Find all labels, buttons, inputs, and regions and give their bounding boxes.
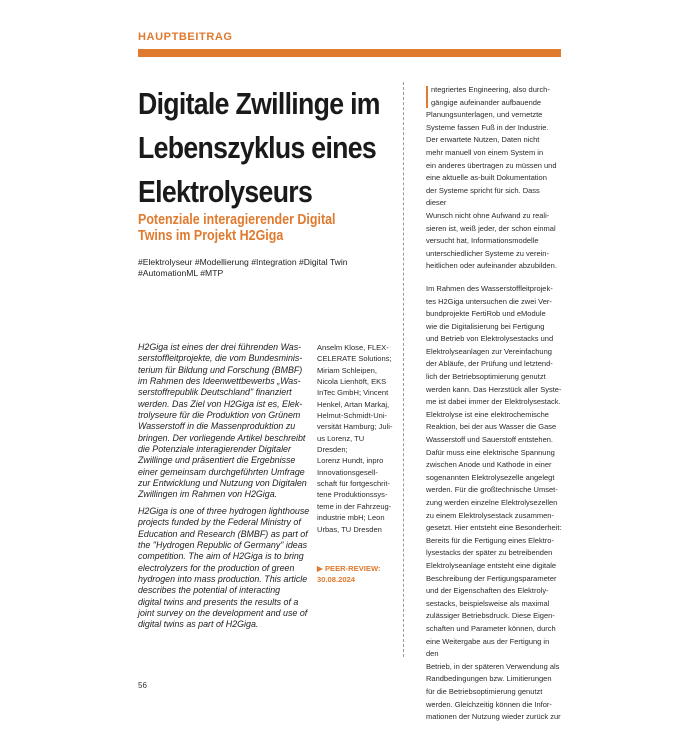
body-line: sestacks, beispielsweise als maximal [426,598,550,608]
body-line: werden kann. Das Herzstück aller Syste- [426,384,562,394]
column-divider [403,82,404,657]
author-line: InTec GmbH; Vincent [317,388,389,398]
article-subtitle [138,212,336,244]
abstract-line: bringen. Der vorliegende Artikel beschreibt [138,432,306,443]
abstract-line: Zwillinge und präsentiert die Ergebnisse [138,455,296,466]
body-line: zulässiger Betriebsdruck. Diese Eigen- [426,611,555,621]
author-line: us Lorenz, TU Dresden; [317,433,365,455]
author-line: schaft für fortgeschrit- [317,479,390,489]
peer-review-date: 30.08.2024 [317,575,356,584]
abstract-line: Education and Research (BMBF) as part of [138,528,308,539]
body-line: und der Eigenschaften des Elektroly- [426,586,549,596]
body-line: Beschreibung der Fertigungsparameter [426,573,557,583]
body-line: der Abläufe, der Prüfung und letztend- [426,359,553,369]
author-line: teme in der Fahrzeug- [317,501,392,511]
abstract-line: serstoffleitprojekte, die vom Bundesminis- [138,353,303,364]
body-line: eine aktuelle as-built Dokumentation [426,173,547,183]
abstract-line: trolyseure für die Produktion von Grünem [138,410,301,421]
abstract-line: werden. Das Ziel von H2Giga ist es, Elek- [138,398,303,409]
abstract-line: the "Hydrogen Republic of Germany" ideas [138,539,308,550]
body-line: gängige aufeinander aufbauende [431,97,542,107]
abstract-line: describes the potential of interacting [138,585,281,596]
body-line: zu einem Elektrolysestack zusammen- [426,510,554,520]
abstract-line: terium für Bildung und Forschung (BMBF) [138,364,303,375]
author-line: Urbas, TU Dresden [317,524,382,534]
body-line: versucht hat, Informationsmodelle [426,236,539,246]
body-line: heitlichen oder aufeinander abzubilden. [426,261,557,271]
body-line: der Systeme spricht für sich. Dass dieser [426,185,540,208]
body-line: Planungsunterlagen, und vernetzte [426,110,543,120]
subtitle-line: Twins im Projekt H2Giga [138,228,284,244]
body-line: für die Betriebsoptimierung genutzt [426,686,543,696]
peer-review-note [317,563,397,585]
body-paragraph-1 [426,84,562,273]
abstract-line: electrolyzers for the production of green [138,562,295,573]
body-line: bundprojekte FertiRob und eModule [426,309,546,319]
body-line: sieren ist, weiß jeder, der schon einmal [426,223,556,233]
body-line: zung werden einzelne Elektrolysezellen [426,498,558,507]
body-line: eine Weitergabe aus der Fertigung in den [426,636,550,659]
body-line: unterschiedlicher Systeme zu verein- [426,248,549,258]
body-line: Elektrolyse ist eine elektrochemische [426,409,549,419]
title-line: Lebenszyklus eines [138,130,377,165]
body-line: Systeme fassen Fuß in der Industrie. [426,122,549,132]
body-text-column [426,84,562,734]
author-line: Nicola Lienhöft, EKS [317,377,387,387]
abstract-line: Zwillingen im Rahmen von H2Giga. [138,489,278,500]
body-line: Betrieb, in der späteren Verwendung als [426,661,560,671]
author-line: Miriam Schleipen, [317,365,377,375]
abstract-line: einer gemeinsam durchgeführten Umfrage [138,466,305,477]
author-line: Henkel, Artan Markaj, [317,399,390,409]
abstract-line: competition. The aim of H2Giga is to bring [138,551,304,562]
abstract-line: serstoffrepublik Deutschland" finanziert [138,387,292,398]
abstract [138,342,313,636]
subtitle-line: Potenziale interagierender Digital [138,212,336,228]
abstract-german [138,342,313,501]
abstract-line: H2Giga is one of three hydrogen lighthouse [138,505,310,516]
title-line: Digitale Zwillinge im [138,86,380,121]
peer-review-label: PEER-REVIEW: [324,564,381,573]
body-line: me ist dabei immer der Elektrolysestack. [426,397,561,407]
abstract-line: hydrogen into mass production. This article [138,573,308,584]
body-line: werden. Gleichzeitig können die Infor- [426,699,552,709]
body-line: tes H2Giga untersuchen die zwei Ver- [426,296,552,306]
abstract-english [138,506,313,631]
author-line: Anselm Klose, FLEX- [317,343,389,352]
body-line: Wasserstoff und Sauerstoff entstehen. [426,435,554,445]
body-line: Elektrolyseanlage entsteht eine digitale [426,560,557,570]
header-rule [138,49,561,57]
tag-line: #Elektrolyseur #Modellierung #Integration #Digital Twin [138,257,348,267]
author-line: tene Produktionssys- [317,490,388,500]
article-title [138,82,380,214]
body-line: Wunsch nicht ohne Aufwand zu reali- [426,210,550,220]
body-line: schaften und Parameter können, durch [426,623,556,633]
body-line: lich der Betriebsoptimierung genutzt [426,372,546,382]
tag-line: #AutomationML #MTP [138,268,224,278]
abstract-line: H2Giga ist eines der drei führenden Was- [138,342,302,352]
body-line: zwischen Anode und Kathode in einer [426,460,552,470]
body-line: Reaktion, bei der aus Wasser die Gase [426,422,557,432]
body-paragraph-2 [426,283,562,724]
body-line: Randbedingungen bzw. Limitierungen [426,674,552,684]
body-line: Bereits für die Fertigung eines Elektro- [426,535,554,545]
body-line: gesetzt. Hier entsteht eine Besonderheit: [426,523,562,533]
body-line: sogenannten Elektrolysezelle angelegt [426,472,555,482]
author-line: industrie mbH; Leon [317,513,385,523]
abstract-line: die Potenziale interagierender Digitaler [138,444,291,455]
title-line: Elektrolyseurs [138,174,313,209]
author-list [317,342,394,535]
page-number: 56 [138,681,147,690]
author-line: versität Hamburg; Juli- [317,422,393,432]
body-line: mationen der Nutzung wieder zurück zur [426,712,561,722]
body-line: mehr manuell von einem System in [426,147,544,157]
author-line: Innovationsgesell- [317,467,378,477]
abstract-line: joint survey on the development and use of [138,607,308,618]
body-line: Dafür muss eine elektrische Spannung [426,447,555,457]
body-line: wie die Digitalisierung bei Fertigung [426,321,545,331]
author-line: CELERATE Solutions; [317,354,392,364]
body-line: ntegriertes Engineering, also durch- [431,85,550,94]
play-triangle-icon: ▶ [317,564,323,573]
body-line: werden. Für die großtechnische Umset- [426,485,558,495]
author-line: Helmut-Schmidt-Uni- [317,411,388,421]
abstract-line: Wasserstoff in die Massenproduktion zu [138,421,296,432]
keyword-tags [138,257,398,279]
abstract-line: digital twins and presents the results of a [138,596,299,607]
author-line: Lorenz Hundt, inpro [317,456,384,466]
abstract-line: projects funded by the Federal Ministry of [138,517,301,528]
body-line: ein anderes übertragen zu müssen und [426,160,557,170]
initial-bar-icon [426,86,428,108]
body-line: und Betrieb von Elektrolysestacks und [426,334,554,344]
body-line: Der erwartete Nutzen, Daten nicht [426,135,540,145]
abstract-line: im Rahmen des Ideenwettbewerbs „Was- [138,376,301,387]
abstract-line: zur Entwicklung und Nutzung von Digitalen [138,478,307,489]
abstract-line: digital twins as part of H2Giga. [138,619,259,630]
body-line: Elektrolyseanlagen zur Vereinfachung [426,346,552,356]
section-label: HAUPTBEITRAG [138,31,233,43]
body-line: lysestacks der später zu betreibenden [426,548,553,558]
body-line: Im Rahmen des Wasserstoffleitprojek- [426,283,553,293]
